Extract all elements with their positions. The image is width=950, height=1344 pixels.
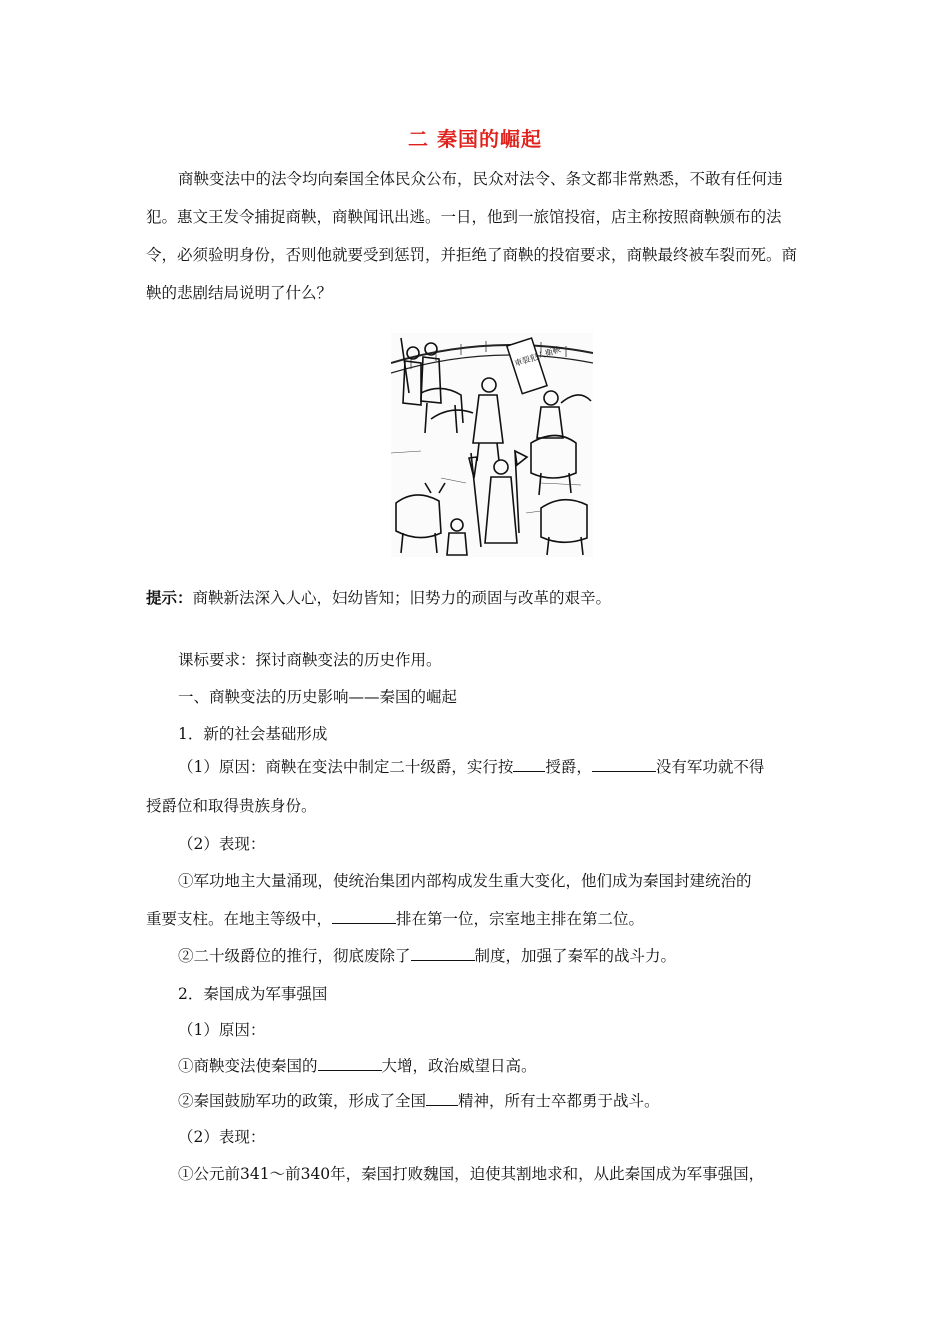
hint-text: 商鞅新法深入人心，妇幼皆知；旧势力的顽固与改革的艰辛。 bbox=[192, 589, 612, 607]
reason-heading-2: （1）原因： bbox=[178, 1021, 266, 1039]
page-title: 二 秦国的崛起 bbox=[408, 127, 542, 151]
performance-heading: （2）表现： bbox=[178, 835, 266, 853]
fill-blank[interactable] bbox=[318, 1055, 382, 1071]
text-segment: ①商鞅变法使秦国的 bbox=[178, 1057, 318, 1075]
fill-blank[interactable] bbox=[411, 945, 475, 961]
text-segment: 授爵， bbox=[545, 758, 592, 776]
fill-blank[interactable] bbox=[592, 756, 656, 772]
text-segment: 制度，加强了秦军的战斗力。 bbox=[474, 947, 677, 965]
fill-blank[interactable] bbox=[426, 1090, 458, 1106]
fill-blank[interactable] bbox=[332, 908, 396, 924]
text-segment: ②秦国鼓励军功的政策，形成了全国 bbox=[178, 1092, 427, 1110]
section-heading-1: 一、商鞅变法的历史影响——秦国的崛起 bbox=[178, 688, 458, 706]
hint-label: 提示： bbox=[146, 589, 193, 607]
reason-line bbox=[178, 755, 858, 777]
text-segment: （1）原因：商鞅在变法中制定二十级爵，实行按 bbox=[178, 758, 514, 776]
performance-heading-2: （2）表现： bbox=[178, 1128, 266, 1146]
point-2-line bbox=[178, 944, 858, 966]
point-1-line: ①军功地主大量涌现，使统治集团内部构成发生重大变化，他们成为秦国封建统治的 bbox=[178, 872, 752, 890]
intro-paragraph: 商鞅变法中的法令均向秦国全体民众公布，民众对法令、条文都非常熟悉，不敢有任何违犯。惠文王发令捕捉商鞅，商鞅闻讯出逃。一日，他到一旅馆投宿，店主称按照商鞅颁布的法令，必须验明身份，否则他就要受到惩罚，并拒绝了商鞅的投宿要求，商鞅最终被车裂而死。商鞅的悲剧结局说明了什么？ bbox=[146, 170, 798, 302]
point-1-line-cont bbox=[146, 907, 826, 929]
subheading-2: 2．秦国成为军事强国 bbox=[178, 985, 328, 1003]
text-segment: 重要支柱。在地主等级中， bbox=[146, 910, 333, 928]
text-segment: 精神，所有士卒都勇于战斗。 bbox=[458, 1092, 660, 1110]
text-segment: 大增，政治威望日高。 bbox=[381, 1057, 537, 1075]
text-segment: ②二十级爵位的推行，彻底废除了 bbox=[178, 947, 411, 965]
hint-line bbox=[146, 586, 826, 608]
text-segment: 排在第一位，宗室地主排在第二位。 bbox=[396, 910, 645, 928]
reason-line-cont: 授爵位和取得贵族身份。 bbox=[146, 797, 317, 815]
reason-point-1 bbox=[178, 1054, 858, 1076]
performance-point-1: ①公元前341～前340年，秦国打败魏国，迫使其割地求和，从此秦国成为军事强国， bbox=[178, 1165, 765, 1183]
subheading-1: 1．新的社会基础形成 bbox=[178, 725, 328, 743]
reason-point-2 bbox=[178, 1089, 858, 1111]
sign-text: 車裂犯人衛鞅 bbox=[513, 344, 562, 369]
fill-blank[interactable] bbox=[513, 756, 545, 772]
execution-illustration bbox=[391, 333, 593, 557]
text-segment: 没有军功就不得 bbox=[655, 758, 765, 776]
curriculum-standard: 课标要求：探讨商鞅变法的历史作用。 bbox=[178, 651, 442, 669]
